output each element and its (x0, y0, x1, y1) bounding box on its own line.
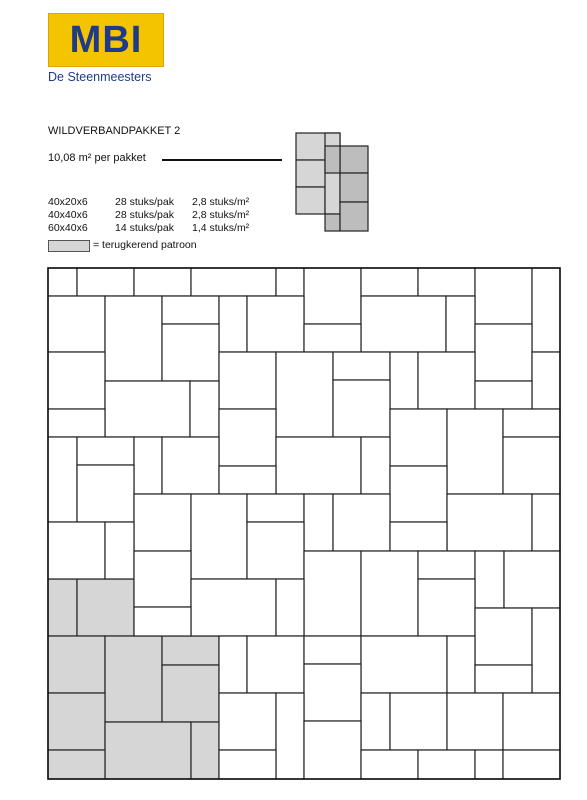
pattern-tile (219, 693, 276, 750)
pattern-tile (219, 296, 247, 352)
pattern-tile (418, 352, 475, 409)
pattern-tile (48, 352, 105, 409)
pattern-tile (247, 636, 304, 693)
pattern-tile (219, 636, 247, 693)
pattern-tile (503, 750, 560, 779)
brand-tagline: De Steenmeesters (48, 70, 152, 84)
pattern-tile (390, 522, 447, 551)
pattern-tile (475, 324, 532, 381)
pattern-tile (190, 381, 219, 437)
pattern-tile (475, 665, 532, 693)
pattern-tile (390, 352, 418, 409)
pattern-tile (532, 268, 560, 352)
pattern-tile-highlight (191, 722, 219, 779)
pattern-tile (162, 324, 219, 381)
pattern-tile (48, 268, 77, 296)
pattern-tile (475, 551, 504, 608)
pattern-tile-highlight (77, 579, 134, 636)
pattern-tile (219, 352, 276, 409)
pattern-tile (333, 352, 390, 380)
pattern-tile (48, 522, 105, 579)
pattern-tile (191, 579, 276, 636)
pattern-tile-highlight (48, 636, 105, 693)
pattern-tile (134, 494, 191, 551)
pattern-tile (361, 636, 447, 693)
pattern-tile (418, 551, 475, 579)
pattern-tile (475, 268, 532, 324)
pattern-tile (361, 437, 390, 494)
pattern-tile-highlight (48, 693, 105, 750)
logo-text: MBI (69, 18, 143, 61)
pattern-tile (361, 268, 418, 296)
pattern-tile (304, 664, 361, 721)
pattern-tile-highlight (48, 579, 77, 636)
pattern-tile (105, 522, 134, 579)
spec-per-m2: 2,8 stuks/m² (192, 196, 250, 208)
pattern-tile (77, 268, 134, 296)
spec-size: 60x40x6 (48, 222, 88, 234)
pattern-tile (532, 608, 560, 693)
pattern-tile (304, 494, 333, 551)
pattern-tile (191, 494, 247, 579)
pattern-tile (361, 750, 418, 779)
pattern-tile-highlight (162, 636, 219, 665)
pattern-tile (219, 750, 276, 779)
pattern-tile (276, 352, 333, 437)
spec-per-pack: 28 stuks/pak (115, 209, 174, 221)
pattern-tile (247, 494, 304, 522)
pattern-tile-highlight (48, 750, 105, 779)
pattern-tile (532, 494, 560, 551)
pattern-tile (475, 750, 503, 779)
spec-per-m2: 1,4 stuks/m² (192, 222, 250, 234)
spec-per-m2: 2,8 stuks/m² (192, 209, 250, 221)
pattern-tile (503, 437, 560, 494)
spec-per-pack: 28 stuks/pak (115, 196, 174, 208)
legend-label: = terugkerend patroon (93, 239, 197, 251)
pattern-tile (48, 409, 105, 437)
pattern-tile (361, 693, 390, 750)
pattern-tile-highlight (162, 665, 219, 722)
pattern-tile (447, 636, 475, 693)
pattern-tile (304, 721, 361, 779)
pattern-tile (304, 636, 361, 664)
pattern-tile (105, 296, 162, 381)
pattern-tile (418, 268, 475, 296)
pattern-tile (475, 381, 532, 409)
pattern-tile (390, 466, 447, 522)
pattern-tile (333, 494, 390, 551)
pattern-tile (276, 579, 304, 636)
pattern-tile-highlight (105, 722, 191, 779)
pattern-tile (304, 324, 361, 352)
pattern-tile-highlight (105, 636, 162, 722)
package-title: WILDVERBANDPAKKET 2 (48, 125, 181, 137)
package-area: 10,08 m² per pakket (48, 152, 146, 164)
pattern-tile (77, 437, 134, 465)
pattern-tile (447, 409, 503, 494)
pattern-tile (475, 608, 532, 665)
pattern-tile (247, 296, 304, 352)
pattern-tile (361, 296, 446, 352)
pattern-tile (191, 268, 276, 296)
pattern-tile (276, 437, 361, 494)
pattern-tile (48, 296, 105, 352)
pattern-tile (446, 296, 475, 352)
pattern-tile (162, 437, 219, 494)
pattern-tile (447, 693, 503, 750)
pattern-tile (219, 466, 276, 494)
pattern-tile (247, 522, 304, 579)
pattern-tile (504, 551, 560, 608)
pattern-tile (105, 381, 190, 437)
pattern-tile (503, 693, 560, 750)
pattern-tile (304, 268, 361, 324)
pattern-tile (276, 268, 304, 296)
pattern-tile (390, 693, 447, 750)
pattern-tile (134, 607, 191, 636)
pattern-tile (418, 579, 475, 636)
pattern-tile (390, 409, 447, 466)
pattern-tile (418, 750, 475, 779)
pattern-tile (276, 693, 304, 779)
pattern-tile (532, 352, 560, 409)
pattern-tile (48, 437, 77, 522)
pattern-tile (77, 465, 134, 522)
pattern-tile (134, 268, 191, 296)
spec-size: 40x20x6 (48, 196, 88, 208)
pattern-tile (134, 437, 162, 494)
pattern-tile (162, 296, 219, 324)
pattern-tile (304, 551, 361, 636)
pattern-tile (333, 380, 390, 437)
pattern-tile (134, 551, 191, 607)
spec-per-pack: 14 stuks/pak (115, 222, 174, 234)
spec-size: 40x40x6 (48, 209, 88, 221)
pattern-tile (447, 494, 532, 551)
pattern-tile (503, 409, 560, 437)
pattern-tile (219, 409, 276, 466)
pattern-tile (361, 551, 418, 636)
